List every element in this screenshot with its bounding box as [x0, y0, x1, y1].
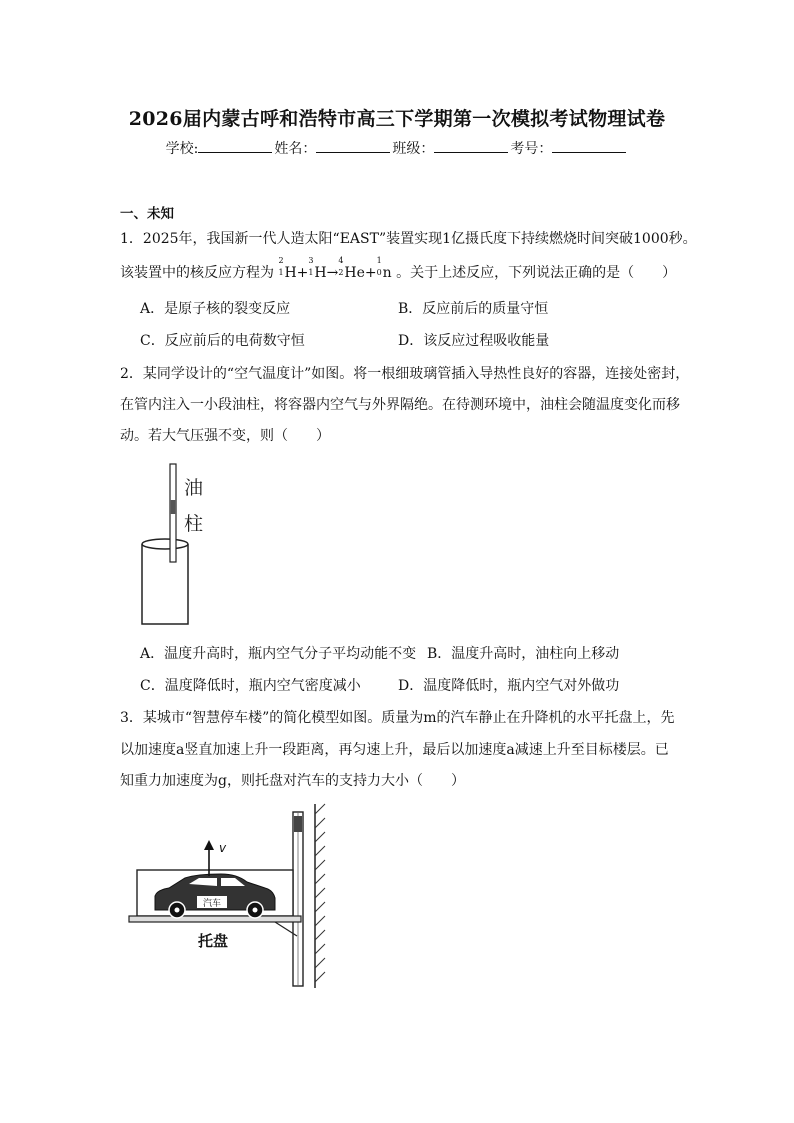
air-thermometer-figure [130, 460, 220, 628]
parking-lift-figure [125, 800, 335, 992]
q2-option-a[interactable]: A．温度升高时，瓶内空气分子平均动能不变 [140, 646, 417, 662]
number-label: 考号： [510, 141, 553, 157]
q1-option-d[interactable]: D．该反应过程吸收能量 [398, 333, 550, 349]
class-label: 班级： [392, 141, 435, 157]
q2-line1: 2．某同学设计的“空气温度计”如图。将一根细玻璃管插入导热性良好的容器，连接处密封， [120, 366, 690, 382]
q1-option-b[interactable]: B．反应前后的质量守恒 [398, 301, 549, 317]
q2-option-b[interactable]: B．温度升高时，油柱向上移动 [427, 646, 620, 662]
school-label: 学校: [165, 141, 199, 157]
q2-line2: 在管内注入一小段油柱，将容器内空气与外界隔绝。在待测环境中，油柱会随温度变化而移 [120, 397, 680, 413]
q2-option-c[interactable]: C．温度降低时，瓶内空气密度减小 [140, 678, 361, 694]
name-label: 姓名： [274, 141, 317, 157]
figure-velocity-label: v [219, 841, 227, 855]
q3-line2: 以加速度a竖直加速上升一段距离，再匀速上升，最后以加速度a减速上升至目标楼层。已 [120, 742, 669, 758]
school-blank [198, 140, 272, 153]
number-blank [552, 140, 626, 153]
nuclear-equation: 2 1 H+ 3 1 H→ 4 2 He+ 1 0 n [278, 256, 392, 281]
q1-line1: 1．2025年，我国新一代人造太阳“EAST”装置实现1亿摄氏度下持续燃烧时间突破1000秒。 [120, 231, 697, 247]
q1-line2-pre: 该装置中的核反应方程为 [120, 265, 274, 281]
section-heading: 一、未知 [120, 206, 174, 222]
q1-line2 [120, 256, 677, 283]
name-blank [316, 140, 390, 153]
q3-line3: 知重力加速度为g，则托盘对汽车的支持力大小（ ） [120, 773, 465, 789]
q1-option-c[interactable]: C．反应前后的电荷数守恒 [140, 333, 305, 349]
figure-label-column: 柱 [184, 513, 204, 535]
q3-line1: 3．某城市“智慧停车楼”的简化模型如图。质量为m的汽车静止在升降机的水平托盘上，先 [120, 710, 675, 726]
class-blank [434, 140, 508, 153]
q1-line2-post: 。关于上述反应，下列说法正确的是（ ） [396, 265, 677, 281]
figure-car-label: 汽车 [202, 899, 222, 909]
student-info [0, 138, 794, 158]
q2-line3: 动。若大气压强不变，则（ ） [120, 428, 330, 444]
q2-option-d[interactable]: D．温度降低时，瓶内空气对外做功 [398, 678, 620, 694]
page-title: 2026届内蒙古呼和浩特市高三下学期第一次模拟考试物理试卷 [128, 108, 666, 130]
figure-label-oil: 油 [184, 477, 204, 499]
q1-option-a[interactable]: A．是原子核的裂变反应 [140, 301, 291, 317]
figure-tray-label: 托盘 [197, 932, 229, 950]
